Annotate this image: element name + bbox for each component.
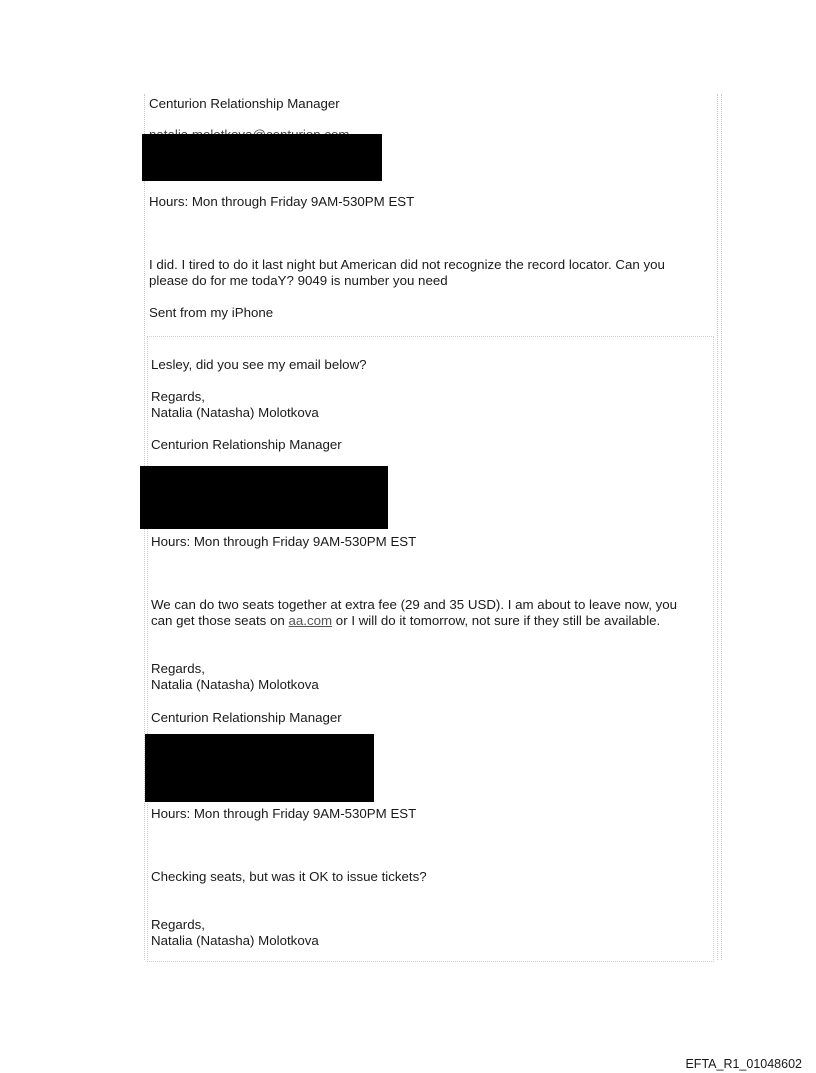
quoted-msg1-hours: Hours: Mon through Friday 9AM-530PM EST <box>151 534 417 549</box>
quoted-msg2-line-2-pre: can get those seats on <box>151 613 289 628</box>
quoted-msg1-text: Lesley, did you see my email below? <box>151 357 367 372</box>
reply-signature: Sent from my iPhone <box>149 305 274 320</box>
quoted-msg1-name: Natalia (Natasha) Molotkova <box>151 405 319 420</box>
reply-line-2: please do for me todaY? 9049 is number you need <box>149 273 448 288</box>
quoted-msg1-regards: Regards, <box>151 389 205 404</box>
redaction-block <box>142 134 382 181</box>
quoted-msg2-title: Centurion Relationship Manager <box>151 710 342 725</box>
quoted-msg3-regards: Regards, <box>151 917 205 932</box>
signature-hours: Hours: Mon through Friday 9AM-530PM EST <box>149 194 415 209</box>
quoted-msg1-title: Centurion Relationship Manager <box>151 437 342 452</box>
signature-title: Centurion Relationship Manager <box>149 96 340 111</box>
quoted-msg2-name: Natalia (Natasha) Molotkova <box>151 677 319 692</box>
document-id-footer: EFTA_R1_01048602 <box>685 1057 802 1071</box>
quoted-msg2-hours: Hours: Mon through Friday 9AM-530PM EST <box>151 806 417 821</box>
quoted-msg2-line-2 <box>151 613 660 629</box>
redaction-block <box>140 466 388 529</box>
quoted-msg2-regards: Regards, <box>151 661 205 676</box>
quoted-msg2-line-2-post: or I will do it tomorrow, not sure if they still be available. <box>332 613 661 628</box>
aa-com-link[interactable]: aa.com <box>288 613 333 628</box>
reply-line-1: I did. I tired to do it last night but American did not recognize the record locator. Can you <box>149 257 665 272</box>
quoted-msg2-line-1: We can do two seats together at extra fee (29 and 35 USD). I am about to leave now, you <box>151 597 678 612</box>
quoted-msg3-name: Natalia (Natasha) Molotkova <box>151 933 319 948</box>
redaction-block <box>145 734 374 802</box>
quoted-msg3-text: Checking seats, but was it OK to issue tickets? <box>151 869 427 884</box>
